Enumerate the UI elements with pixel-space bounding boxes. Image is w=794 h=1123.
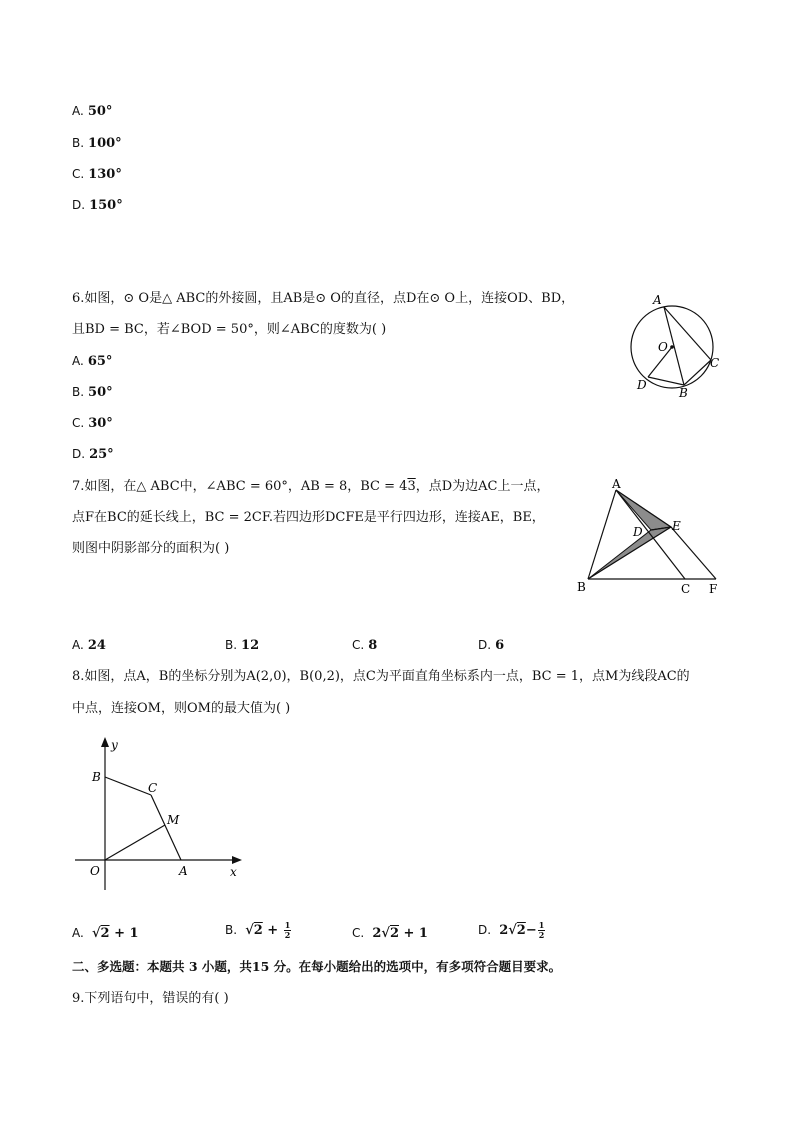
q8-option-b xyxy=(225,921,291,940)
q5-option-a xyxy=(72,103,112,120)
radicand: 2 xyxy=(389,926,399,941)
suffix: + 1 xyxy=(109,926,139,941)
q7-stem-line-1 xyxy=(72,479,549,495)
radical-sign: 2√ xyxy=(372,926,390,941)
section-heading: 二、多选题：本题共 3 小题，共15 分。在每小题给出的选项中，有多项符合题目要求。 xyxy=(72,959,562,974)
q7-stem-line-3: 则图中阴影部分的面积为( ) xyxy=(72,541,230,556)
q8-stem-line-2: 中点，连接OM，则OM的最大值为( ) xyxy=(72,701,291,716)
option-value: 100° xyxy=(88,136,122,151)
denominator: 2 xyxy=(538,930,545,940)
q6-option-a xyxy=(72,353,112,370)
side-ab xyxy=(588,490,616,579)
option-label: B. xyxy=(72,385,85,399)
option-label: C. xyxy=(72,167,85,181)
label-o: O xyxy=(658,340,668,354)
option-label: D. xyxy=(478,923,492,937)
radicand: 2 xyxy=(100,926,110,941)
q6-option-c xyxy=(72,415,113,432)
option-value: 24 xyxy=(87,638,106,653)
q8-stem-line-1: 8.如图，点A，B的坐标分别为A(2,0)，B(0,2)，点C为平面直角坐标系内一点，BC = 1，点M为线段AC的 xyxy=(72,669,690,684)
option-label: D. xyxy=(478,638,492,652)
option-value xyxy=(245,920,291,940)
q7-option-d xyxy=(478,637,504,654)
label-b: B xyxy=(92,770,101,784)
option-value: 12 xyxy=(241,638,260,653)
option-label: C. xyxy=(352,926,365,940)
label-d: D xyxy=(637,378,647,392)
label-a: A xyxy=(612,478,621,491)
option-value xyxy=(499,920,545,940)
numerator: 1 xyxy=(284,920,291,930)
label-d: D xyxy=(633,525,643,539)
radical-sign: √ xyxy=(91,926,101,941)
q7-stem-part-b: ，点D为边AC上一点， xyxy=(415,479,550,494)
q8-option-d xyxy=(478,921,545,940)
q5-option-c xyxy=(72,166,122,183)
label-c: C xyxy=(148,781,158,795)
option-value: 50° xyxy=(87,104,113,119)
q7-stem-line-2: 点F在BC的延长线上，BC = 2CF.若四边形DCFE是平行四边形，连接AE，BE， xyxy=(72,510,545,525)
option-value: 50° xyxy=(88,385,113,400)
q7-option-a xyxy=(72,637,106,654)
label-m: M xyxy=(167,813,180,827)
q6-stem-line-2: 且BD = BC，若∠BOD = 50°，则∠ABC的度数为( ) xyxy=(72,322,387,337)
segment-om xyxy=(105,825,165,860)
option-value xyxy=(92,926,139,941)
segment-bc xyxy=(684,360,711,385)
label-b: B xyxy=(577,580,586,594)
fraction xyxy=(284,921,292,940)
segment-be xyxy=(588,527,671,579)
option-value: 150° xyxy=(89,198,123,213)
option-label: C. xyxy=(72,416,85,430)
label-y: y xyxy=(111,738,118,752)
q6-stem-line-1: 6.如图，⊙ O是△ ABC的外接圆，且AB是⊙ O的直径，点D在⊙ O上，连接OD、BD， xyxy=(72,291,575,306)
option-label: A. xyxy=(72,638,84,652)
q7-stem-part-a: 7.如图，在△ ABC中，∠ABC = 60°，AB = 8，BC = 4 xyxy=(72,479,408,494)
q5-option-d xyxy=(72,197,123,214)
sqrt-radicand: 3 xyxy=(407,479,416,494)
option-label: B. xyxy=(72,136,85,150)
radicand: 2 xyxy=(516,923,526,938)
label-b: B xyxy=(679,386,688,400)
label-e: E xyxy=(672,519,681,533)
option-value: 8 xyxy=(368,638,378,653)
q5-option-b xyxy=(72,135,122,152)
option-value: 130° xyxy=(88,167,122,182)
q7-triangle-figure xyxy=(572,478,732,600)
label-a: A xyxy=(653,293,662,307)
option-value xyxy=(372,926,428,941)
q8-option-c xyxy=(352,925,428,942)
segment-bc xyxy=(105,777,151,795)
segment-ef xyxy=(671,527,716,579)
option-value: 65° xyxy=(87,354,113,369)
q9-stem-line-1: 9.下列语句中，错误的有( ) xyxy=(72,991,229,1006)
option-value: 25° xyxy=(89,447,114,462)
option-label: D. xyxy=(72,198,86,212)
label-c: C xyxy=(681,582,691,596)
label-x: x xyxy=(230,865,237,879)
q6-circle-figure xyxy=(622,290,722,400)
option-label: D. xyxy=(72,447,86,461)
q7-option-c xyxy=(352,637,377,654)
option-value: 6 xyxy=(495,638,505,653)
option-value: 30° xyxy=(88,416,113,431)
numerator: 1 xyxy=(538,920,545,930)
segment-ca xyxy=(151,795,181,860)
fraction xyxy=(538,921,546,940)
radical-sign: √ xyxy=(245,923,254,938)
option-label: A. xyxy=(72,104,84,118)
side-ac xyxy=(616,490,685,579)
denominator: 2 xyxy=(284,930,291,940)
q8-option-a xyxy=(72,925,139,942)
label-o: O xyxy=(90,864,100,878)
label-a: A xyxy=(179,864,188,878)
label-f: F xyxy=(709,582,718,596)
option-label: A. xyxy=(72,354,84,368)
option-label: C. xyxy=(352,638,365,652)
option-label: B. xyxy=(225,923,238,937)
center-point xyxy=(670,345,674,349)
option-label: B. xyxy=(225,638,238,652)
radicand: 2 xyxy=(253,923,263,938)
label-c: C xyxy=(710,356,720,370)
suffix: + 1 xyxy=(398,926,428,941)
option-label: A. xyxy=(72,926,84,940)
q6-option-b xyxy=(72,384,113,401)
x-axis-arrow-icon xyxy=(232,856,242,864)
q7-option-b xyxy=(225,637,259,654)
suffix: + xyxy=(262,923,283,938)
y-axis-arrow-icon xyxy=(101,737,109,747)
q6-option-d xyxy=(72,446,114,463)
suffix: − xyxy=(525,923,537,938)
radical-sign: 2√ xyxy=(499,923,517,938)
q8-coordinate-figure xyxy=(70,732,255,890)
